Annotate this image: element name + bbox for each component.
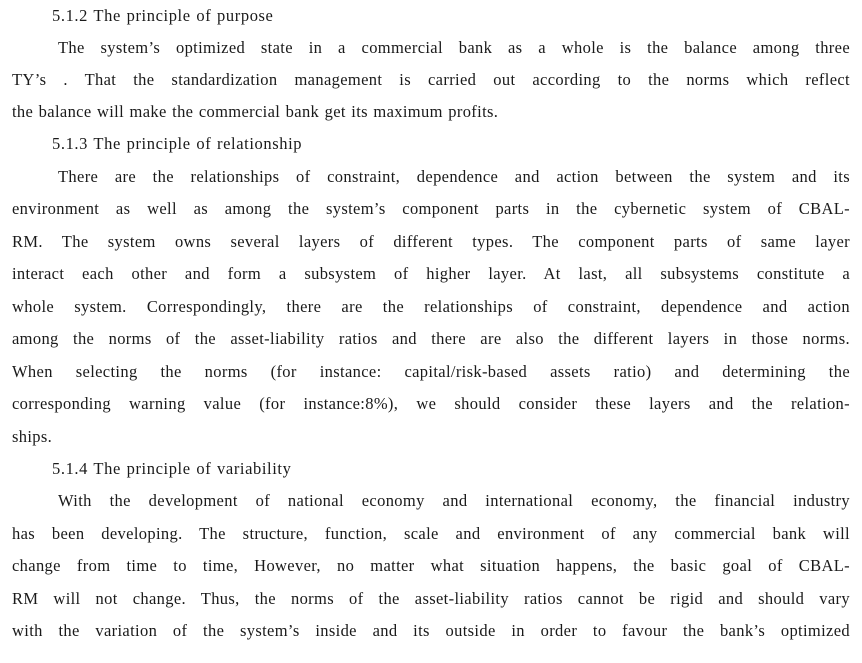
paragraph-line: environment as well as among the system’s component parts in the cybernetic system of CBAL- <box>12 199 850 218</box>
section-heading-5-1-3: 5.1.3 The principle of relationship <box>52 134 303 153</box>
section-heading-5-1-2: 5.1.2 The principle of purpose <box>52 6 274 25</box>
paragraph-line: with the variation of the system’s inside and its outside in order to favour the bank’s optimized <box>12 621 850 640</box>
paragraph-line: whole system. Correspondingly, there are the relationships of constraint, dependence and action <box>12 297 850 316</box>
paragraph-line: The system’s optimized state in a commercial bank as a whole is the balance among three <box>58 38 850 57</box>
paragraph-line: There are the relationships of constraint, dependence and action between the system and its <box>58 167 850 186</box>
section-heading-5-1-4: 5.1.4 The principle of variability <box>52 459 292 478</box>
paragraph-line: RM. The system owns several layers of different types. The component parts of same layer <box>12 232 850 251</box>
paragraph-line: the balance will make the commercial bank get its maximum profits. <box>12 102 499 121</box>
paragraph-line: ships. <box>12 427 53 446</box>
paragraph-line: has been developing. The structure, function, scale and environment of any commercial bank will <box>12 524 850 543</box>
paragraph-line: RM will not change. Thus, the norms of the asset-liability ratios cannot be rigid and should vary <box>12 589 850 608</box>
paragraph-line: among the norms of the asset-liability ratios and there are also the different layers in those norms. <box>12 329 850 348</box>
paragraph-line: change from time to time, However, no matter what situation happens, the basic goal of CBAL- <box>12 556 850 575</box>
paragraph-line: TY’s . That the standardization management is carried out according to the norms which reflect <box>12 70 850 89</box>
paragraph-line: With the development of national economy and international economy, the financial industry <box>58 491 850 510</box>
paragraph-line: When selecting the norms (for instance: capital/risk-based assets ratio) and determining the <box>12 362 850 381</box>
paragraph-line: corresponding warning value (for instance:8%), we should consider these layers and the relation- <box>12 394 850 413</box>
paragraph-line: interact each other and form a subsystem of higher layer. At last, all subsystems constitute a <box>12 264 850 283</box>
